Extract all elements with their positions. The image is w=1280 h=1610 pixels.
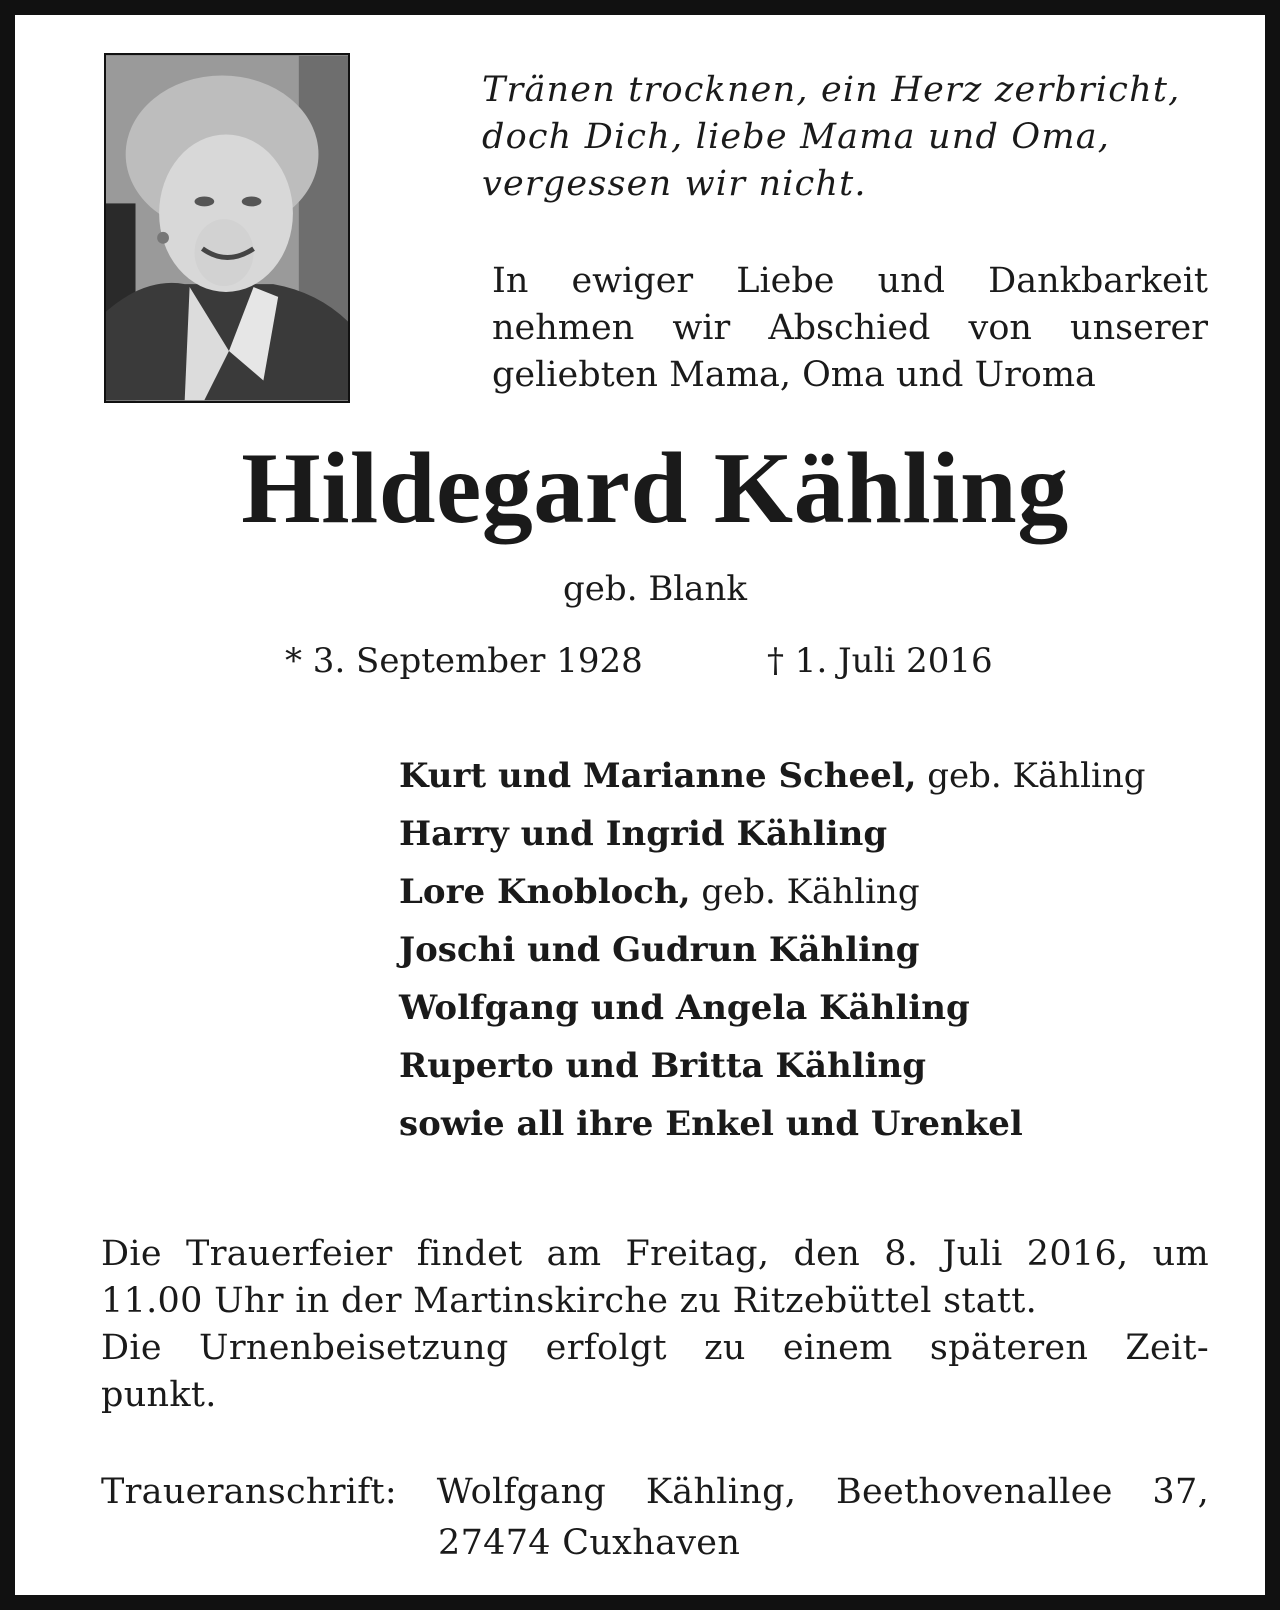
portrait-photo: [104, 53, 350, 403]
mourner-names: Ruperto und Britta Kähling: [399, 1046, 927, 1086]
mourner-names: Kurt und Marianne Scheel,: [399, 756, 917, 796]
maiden-name: geb. Blank: [563, 569, 747, 609]
poem-line: Tränen trocknen, ein Herz zerbricht,: [482, 70, 1181, 110]
address-city: 27474 Cuxhaven: [438, 1523, 741, 1563]
mourner-names: Harry und Ingrid Kähling: [399, 814, 888, 854]
poem-line: doch Dich, liebe Mama und Oma,: [482, 117, 1111, 157]
mourner-note: geb. Kähling: [916, 756, 1146, 796]
mourner-row: [399, 863, 1219, 921]
mourner-row: [399, 1095, 1219, 1153]
mourner-row: [399, 921, 1219, 979]
mourner-row: [399, 1037, 1219, 1095]
mourning-address: [101, 1467, 1209, 1569]
mourner-names: sowie all ihre Enkel und Urenkel: [399, 1104, 1023, 1144]
mourners-list: [399, 747, 1219, 1153]
ceremony-line: Die Urnenbeisetzung erfolgt zu einem späteren Zeit-: [101, 1328, 1209, 1368]
mourner-note: geb. Kähling: [690, 872, 920, 912]
birth-date: * 3. September 1928: [285, 641, 643, 681]
intro-line: geliebten Mama, Oma und Uroma: [492, 355, 1096, 395]
mourner-row: [399, 979, 1219, 1037]
address-line: Traueranschrift: Wolfgang Kähling, Beethovenallee 37,: [101, 1472, 1209, 1512]
intro-text: [492, 258, 1208, 399]
mourner-row: [399, 747, 1219, 805]
ceremony-notice: [101, 1231, 1209, 1419]
poem-verse: [482, 67, 1222, 208]
mourner-names: Wolfgang und Angela Kähling: [399, 988, 970, 1028]
intro-line: nehmen wir Abschied von unserer: [492, 308, 1208, 348]
ceremony-line: punkt.: [101, 1375, 217, 1415]
mourner-row: [399, 805, 1219, 863]
death-date: † 1. Juli 2016: [767, 641, 993, 681]
ceremony-line: 11.00 Uhr in der Martinskirche zu Ritzebüttel statt.: [101, 1281, 1038, 1321]
mourner-names: Joschi und Gudrun Kähling: [399, 930, 920, 970]
mourner-names: Lore Knobloch,: [399, 872, 691, 912]
poem-line: vergessen wir nicht.: [482, 164, 867, 204]
intro-line: In ewiger Liebe und Dankbarkeit: [492, 261, 1208, 301]
ceremony-line: Die Trauerfeier findet am Freitag, den 8. Juli 2016, um: [101, 1234, 1209, 1274]
deceased-name: Hildegard Kähling: [241, 432, 1069, 545]
